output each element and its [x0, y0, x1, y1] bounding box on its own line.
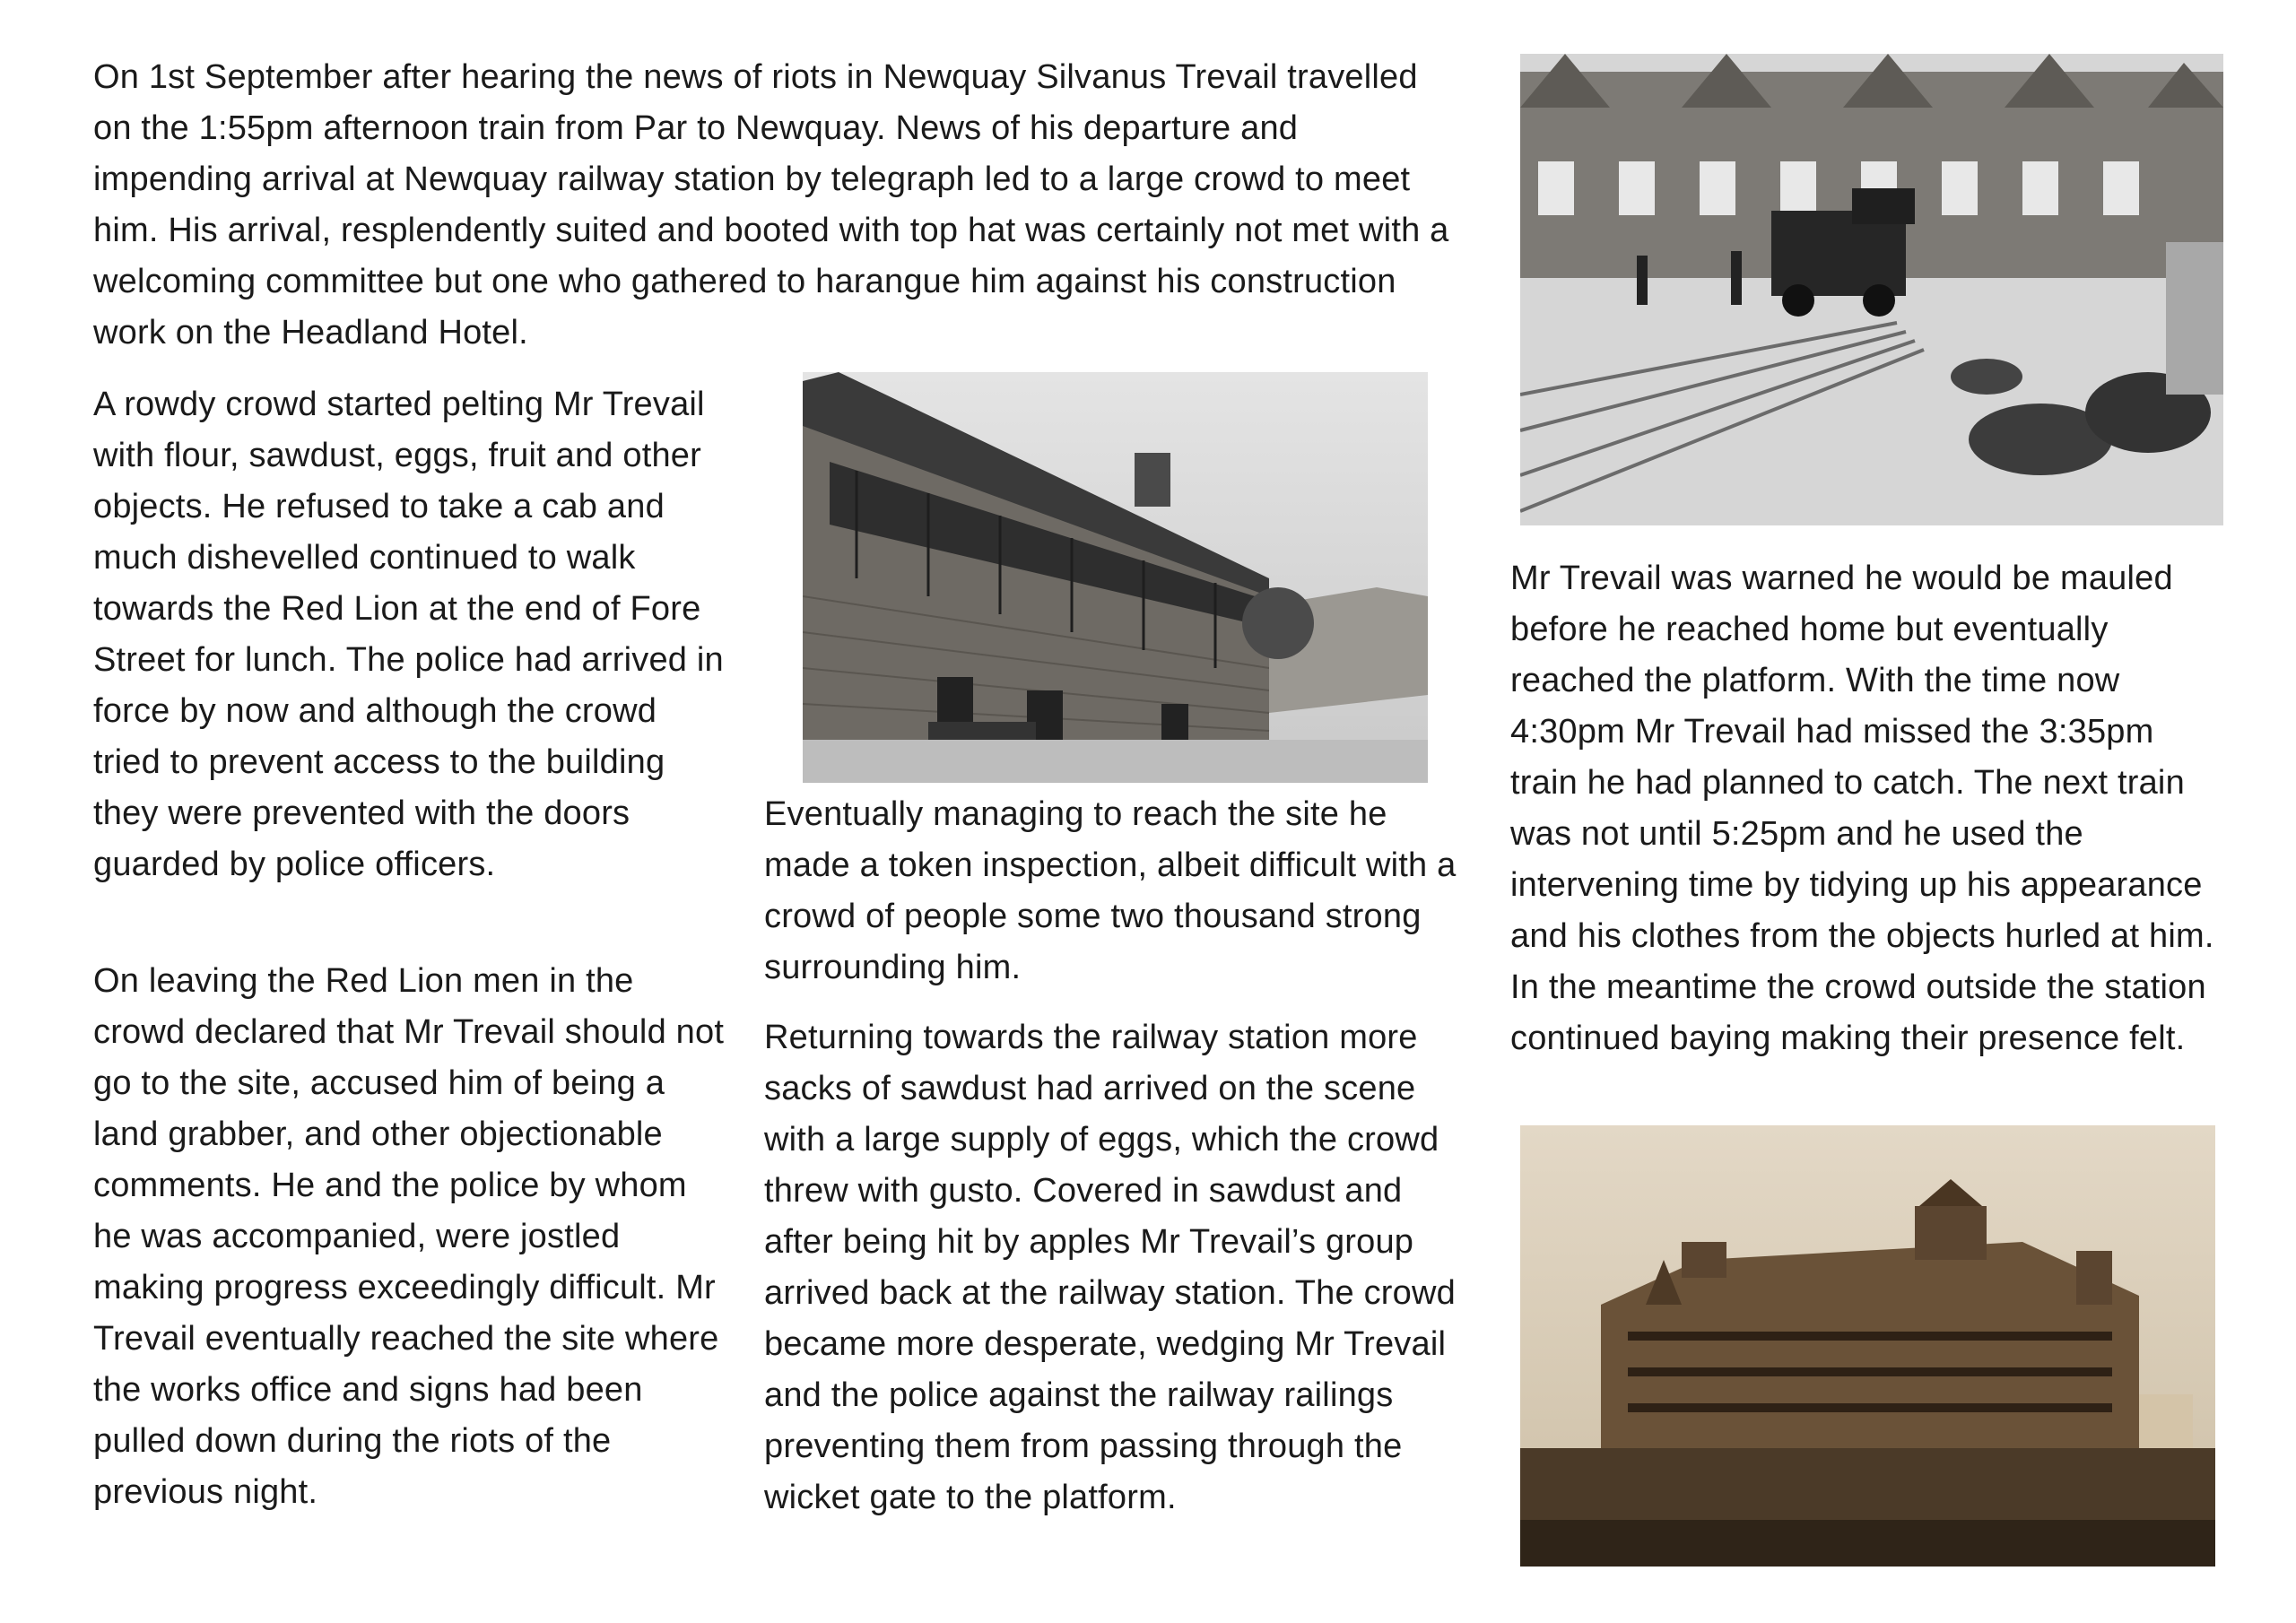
right-column-paragraph-1: Mr Trevail was warned he would be mauled before he reached home but eventually reached the platform. With the time now 4:30pm Mr Trevail had missed the 3:35pm train he had planned to catch. The next train was not until 5:25pm and he used the intervening time by tidying up his appearance and his clothes from the objects hurled at him. In the meantime the crowd outside the station continued baying making their presence felt.	[1510, 560, 2214, 1057]
railway-station-photo	[1520, 54, 2223, 525]
red-lion-photo	[803, 372, 1428, 783]
middle-column-paragraph-1: Eventually managing to reach the site he made a token inspection, albeit difficult with a crowd of people some two thousand strong surrounding him.	[764, 795, 1457, 986]
headland-hotel-photo	[1520, 1125, 2215, 1567]
left-column-paragraph-1: A rowdy crowd started pelting Mr Trevail with flour, sawdust, eggs, fruit and other objects. He refused to take a cab and much dishevelled continued to walk towards the Red Lion at the end of Fore Street for lunch. The police had arrived in force by now and although the crowd tried to prevent access to the building they were prevented with the doors guarded by police officers.	[93, 386, 724, 883]
left-column-paragraph-2: On leaving the Red Lion men in the crowd declared that Mr Trevail should not go to the site, accused him of being a land grabber, and other objectionable comments. He and the police by whom he was accompanied, were jostled making progress exceedingly difficult. Mr Trevail eventually reached the site where the works office and signs had been pulled down during the riots of the previous night.	[93, 962, 725, 1511]
middle-column-paragraph-2: Returning towards the railway station more sacks of sawdust had arrived on the scene with a large supply of eggs, which the crowd threw with gusto. Covered in sawdust and after being hit by apples Mr Trevail’s group arrived back at the railway station. The crowd became more desperate, wedging Mr Trevail and the police against the railway railings preventing them from passing through the wicket gate to the platform.	[764, 1019, 1456, 1516]
intro-paragraph: On 1st September after hearing the news of riots in Newquay Silvanus Trevail travelled on the 1:55pm afternoon train from Par to Newquay. News of his departure and impending arrival at Newquay railway station by telegraph led to a large crowd to meet him. His arrival, resplendently suited and booted with top hat was certainly not met with a welcoming committee but one who gathered to harangue him against his construction work on the Headland Hotel.	[93, 58, 1449, 352]
